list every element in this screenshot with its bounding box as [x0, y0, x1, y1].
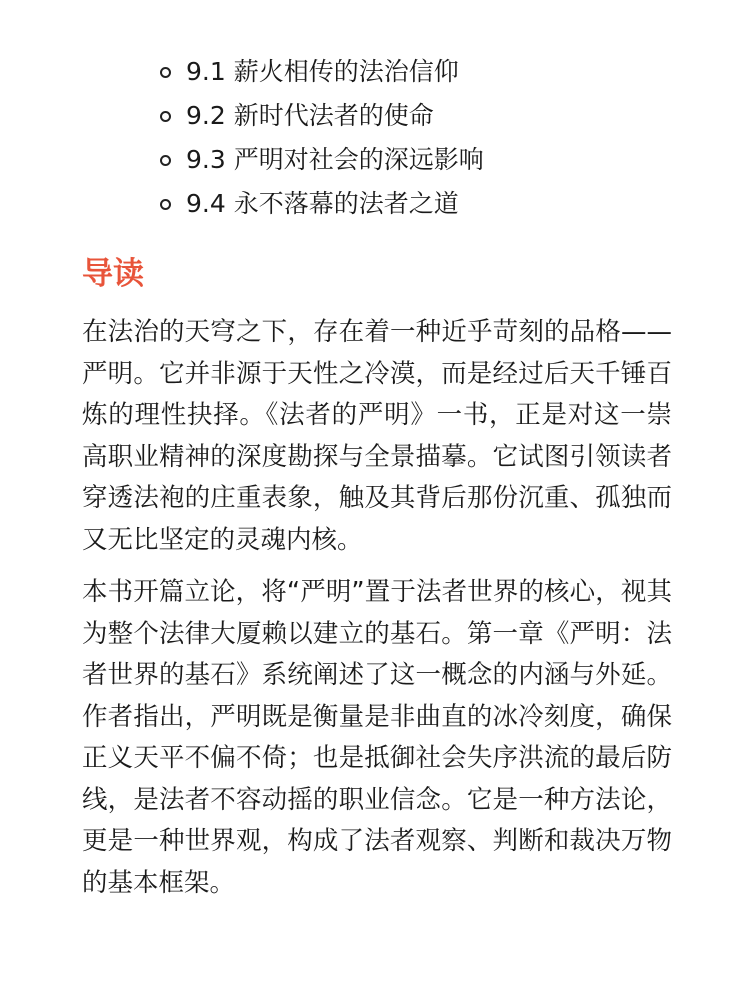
- circle-bullet-icon: [160, 199, 171, 210]
- toc-item[interactable]: [160, 50, 720, 94]
- toc-item-label: 9.4 永不落幕的法者之道: [186, 189, 459, 218]
- section-body: [82, 312, 672, 915]
- toc-item[interactable]: [160, 138, 720, 182]
- section-heading: 导读: [82, 256, 144, 292]
- toc-item-label: 9.3 严明对社会的深远影响: [186, 145, 484, 174]
- toc-item-label: 9.2 新时代法者的使命: [186, 101, 434, 130]
- circle-bullet-icon: [160, 111, 171, 122]
- toc-list: [160, 50, 720, 226]
- body-paragraph: 在法治的天穹之下，存在着一种近乎苛刻的品格——严明。它并非源于天性之冷漠，而是经过后天千锤百炼的理性抉择。《法者的严明》一书，正是对这一崇高职业精神的深度勘探与全景描摹。它试图引领读者穿透法袍的庄重表象，触及其背后那份沉重、孤独而又无比坚定的灵魂内核。: [82, 317, 672, 555]
- toc-item[interactable]: [160, 94, 720, 138]
- circle-bullet-icon: [160, 155, 171, 166]
- toc-item-label: 9.1 薪火相传的法治信仰: [186, 57, 459, 86]
- circle-bullet-icon: [160, 67, 171, 78]
- body-paragraph: 本书开篇立论，将“严明”置于法者世界的核心，视其为整个法律大厦赖以建立的基石。第一章《严明：法者世界的基石》系统阐述了这一概念的内涵与外延。作者指出，严明既是衡量是非曲直的冰冷刻度，确保正义天平不偏不倚；也是抵御社会失序洪流的最后防线，是法者不容动摇的职业信念。它是一种方法论，更是一种世界观，构成了法者观察、判断和裁决万物的基本框架。: [82, 577, 672, 898]
- toc-item[interactable]: [160, 182, 720, 226]
